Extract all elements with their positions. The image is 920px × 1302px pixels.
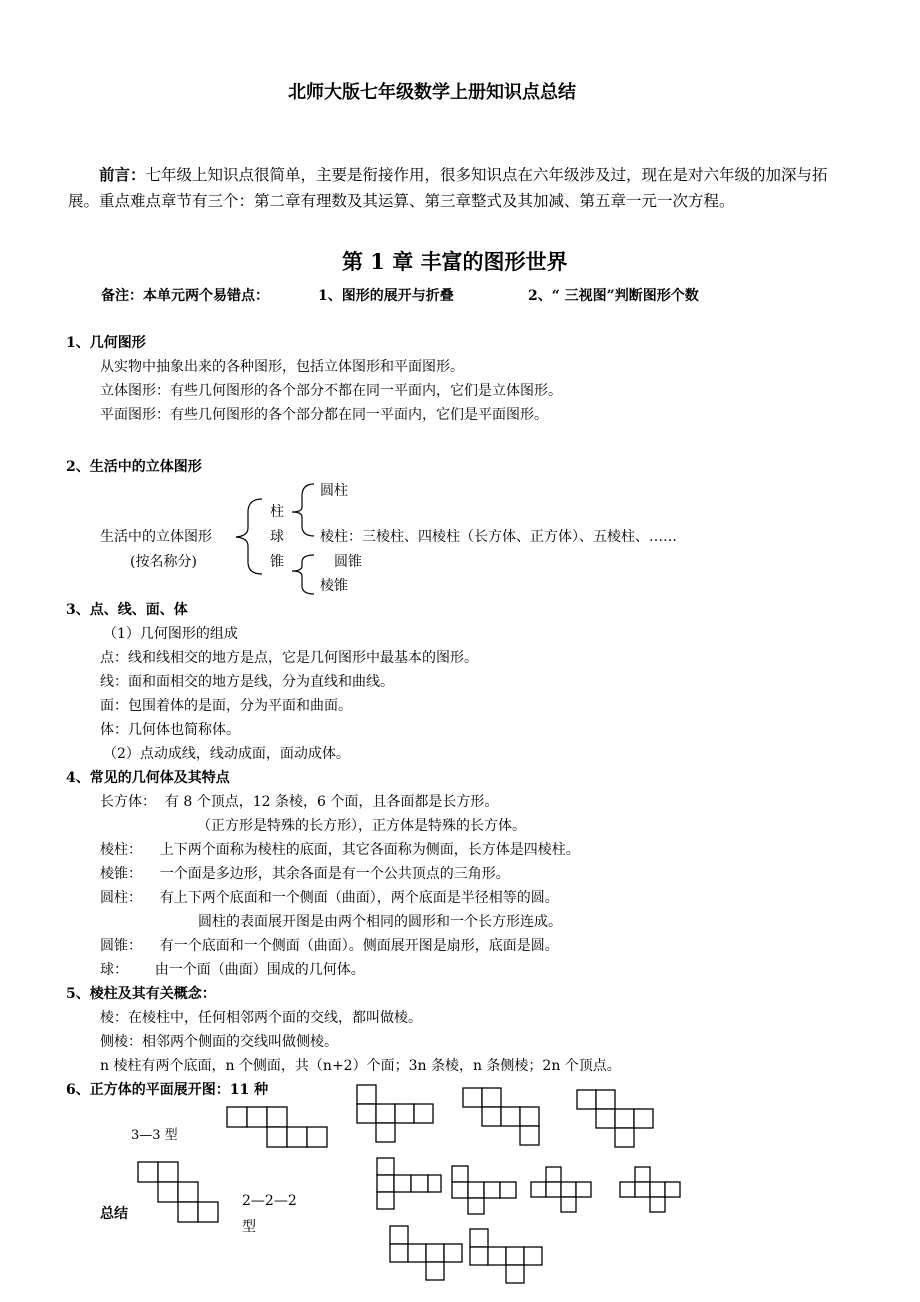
section-4-line: 圆柱的表面展开图是由两个相同的圆形和一个长方形连成。: [198, 914, 562, 930]
tree-leaf-prism: 棱柱：三棱柱、四棱柱（长方体、正方体）、五棱柱、……: [320, 529, 677, 545]
cube-net-2-2-2: [138, 1162, 218, 1222]
chapter-note-item-2: 2、“ 三视图”判断图形个数: [528, 288, 699, 304]
cube-net-e: [452, 1166, 516, 1214]
section-4-line: 球： 由一个面（曲面）围成的几何体。: [100, 962, 365, 978]
tree-leaf-cylinder: 圆柱: [320, 483, 348, 499]
section-4-line: 长方体： 有 8 个顶点，12 条棱，6 个面，且各面都是长方形。: [100, 794, 499, 810]
cube-net-f: [531, 1167, 591, 1212]
section-3-heading: 3、点、线、面、体: [66, 602, 188, 618]
section-1-line: 从实物中抽象出来的各种图形，包括立体图形和平面图形。: [100, 359, 464, 375]
tree-leaf-pyramid: 棱锥: [320, 578, 348, 594]
type-3-3-label: 3—3 型: [131, 1128, 178, 1143]
tree-root: 生活中的立体图形: [100, 529, 212, 545]
section-3-line: 体：几何体也简称体。: [100, 722, 240, 738]
type-2-2-2-suffix: 型: [242, 1219, 256, 1235]
cube-net-a: [357, 1085, 433, 1142]
preface-text: 七年级上知识点很简单，主要是衔接作用，很多知识点在六年级涉及过，现在是对六年级的加深与拓展。重点难点章节有三个：第二章有理数及其运算、第三章整式及其加减、第五章一元一次方程。: [68, 166, 828, 210]
cube-net-d: [377, 1158, 441, 1209]
chapter-note-item-1: 1、图形的展开与折叠: [318, 288, 454, 304]
section-6-heading: 6、正方体的平面展开图：11 种: [66, 1082, 269, 1098]
section-5-line: n 棱柱有两个底面，n 个侧面，共（n+2）个面；3n 条棱，n 条侧棱；2n 个顶点。: [100, 1058, 621, 1074]
cube-net-3-3: [227, 1107, 327, 1147]
section-4-line: 棱柱： 上下两个面称为棱柱的底面，其它各面称为侧面，长方体是四棱柱。: [100, 842, 580, 858]
tree-node-pillar: 柱: [270, 504, 284, 520]
section-5-heading: 5、棱柱及其有关概念：: [66, 986, 216, 1002]
chapter-title: 第 1 章 丰富的图形世界: [342, 249, 568, 274]
cube-net-i: [470, 1229, 542, 1283]
section-5-line: 侧棱：相邻两个侧面的交线叫做侧棱。: [100, 1034, 338, 1050]
section-4-line: 棱锥： 一个面是多边形，其余各面是有一个公共顶点的三角形。: [100, 866, 510, 882]
type-2-2-2-label: 2—2—2: [242, 1193, 297, 1209]
section-4-line: 圆柱： 有上下两个底面和一个侧面（曲面），两个底面是半径相等的圆。: [100, 890, 559, 906]
summary-label: 总结: [100, 1206, 128, 1222]
section-3-line: （1）几何图形的组成: [103, 626, 238, 642]
section-1-heading: 1、几何图形: [66, 335, 146, 351]
section-1-line: 平面图形：有些几何图形的各个部分都在同一平面内，它们是平面图形。: [100, 407, 548, 423]
section-4-line: 圆锥： 有一个底面和一个侧面（曲面）。侧面展开图是扇形，底面是圆。: [100, 938, 559, 954]
page-title: 北师大版七年级数学上册知识点总结: [288, 82, 576, 103]
section-3-line: （2）点动成线，线动成面，面动成体。: [103, 746, 350, 762]
tree-node-sphere: 球: [270, 529, 284, 545]
preface-label: 前言：: [99, 165, 146, 184]
section-2-heading: 2、生活中的立体图形: [66, 459, 202, 475]
tree-root-sub: (按名称分): [130, 554, 197, 570]
cube-net-c: [577, 1090, 653, 1147]
tree-leaf-circular-cone: 圆锥: [334, 554, 362, 570]
chapter-note-label: 备注：本单元两个易错点：: [101, 288, 269, 304]
cube-net-b: [463, 1088, 539, 1145]
tree-node-cone: 锥: [270, 554, 284, 570]
cube-net-g: [620, 1167, 680, 1212]
section-3-line: 面：包围着体的是面，分为平面和曲面。: [100, 698, 352, 714]
section-5-line: 棱：在棱柱中，任何相邻两个面的交线，都叫做棱。: [100, 1010, 422, 1026]
section-4-line: （正方形是特殊的长方形），正方体是特殊的长方体。: [197, 818, 526, 834]
cube-net-h: [390, 1226, 462, 1280]
section-3-line: 点：线和线相交的地方是点，它是几何图形中最基本的图形。: [100, 650, 478, 666]
section-4-heading: 4、常见的几何体及其特点: [66, 770, 230, 786]
section-1-line: 立体图形：有些几何图形的各个部分不都在同一平面内，它们是立体图形。: [100, 383, 562, 399]
section-3-line: 线：面和面相交的地方是线，分为直线和曲线。: [100, 674, 394, 690]
